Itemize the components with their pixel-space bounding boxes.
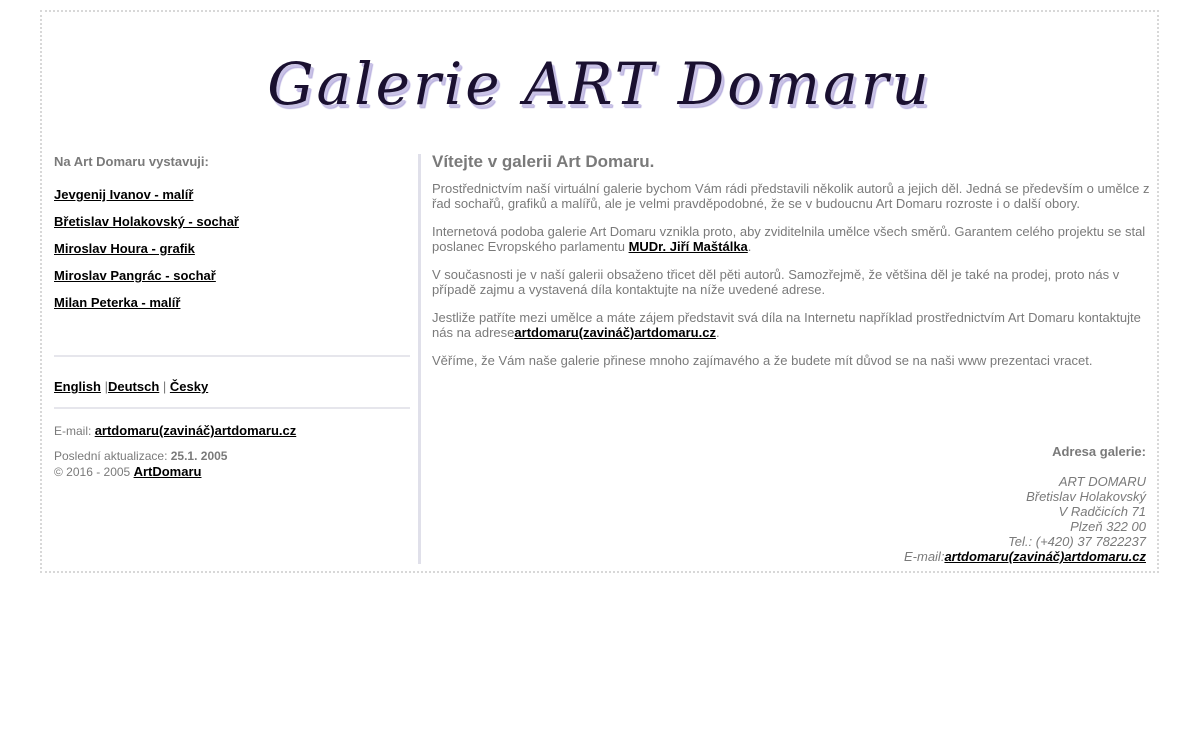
email-label: E-mail: (54, 424, 92, 438)
address-email (904, 549, 1146, 564)
lang-english-link[interactable]: English (54, 379, 101, 394)
updated-date: 25.1. 2005 (170, 449, 228, 463)
page-title: Vítejte v galerii Art Domaru. (432, 152, 655, 171)
main-content (432, 154, 1150, 381)
artist-link[interactable]: Milan Peterka - malíř (54, 295, 181, 310)
artist-link[interactable]: Miroslav Pangrác - sochař (54, 268, 216, 283)
paragraph: Internetová podoba galerie Art Domaru vznikla proto, aby zviditelnila umělce všech směrů. Garantem celého projektu se stal poslanec Evropského parlamentu MUDr. Jiří Maštálka. (432, 224, 1146, 254)
paragraph: Prostřednictvím naší virtuální galerie bychom Vám rádi představili několik autorů a jejich děl. Jedná se především o umělce z řad sochařů, grafiků a malířů, ale je velmi pravděpodobné, že se v budoucnu Art Domaru rozroste i o další obory. (432, 181, 1150, 211)
page-frame (40, 10, 1159, 573)
site-logo (42, 50, 1157, 130)
artist-link[interactable]: Jevgenij Ivanov - malíř (54, 187, 194, 202)
last-updated (54, 449, 227, 480)
address-heading: Adresa galerie: (1052, 444, 1146, 459)
paragraph: Jestliže patříte mezi umělce a máte zájem představit svá díla na Internetu například prostřednictvím Art Domaru kontaktujte nás na adreseartdomaru(zavináč)artdomaru.cz. (432, 310, 1141, 340)
lang-separator: | (162, 379, 170, 394)
address-lines (904, 474, 1146, 564)
updated-label: Poslední aktualizace: (54, 449, 168, 463)
address-line: Tel.: (+420) 37 7822237 (1008, 534, 1146, 549)
address-line: ART DOMARU (1058, 474, 1146, 489)
column-divider (418, 154, 421, 564)
sidebar (54, 154, 410, 322)
address-line: V Radčicích 71 (1058, 504, 1146, 519)
paragraph: Věříme, že Vám naše galerie přinese mnoho zajímavého a že budete mít důvod se na naši www prezentaci vracet. (432, 353, 1093, 368)
lang-deutsch-link[interactable]: Deutsch (107, 379, 160, 394)
paragraph: V současnosti je v naší galerii obsaženo třicet děl pěti autorů. Samozřejmě, že většina děl je také na prodej, proto nás v případě zajmu a vystavená díla kontaktujte na níže uvedené adrese. (432, 267, 1120, 297)
sidebar-divider (54, 355, 410, 357)
mastalka-link[interactable]: MUDr. Jiří Maštálka (628, 239, 748, 254)
email-link[interactable]: artdomaru(zavináč)artdomaru.cz (94, 423, 297, 438)
lang-separator: | (104, 379, 108, 394)
copyright-link[interactable]: ArtDomaru (133, 464, 202, 479)
lang-cesky-link[interactable]: Česky (169, 379, 209, 394)
address-email-label: E-mail: (903, 549, 945, 564)
gallery-address (904, 444, 1146, 564)
artist-link[interactable]: Miroslav Houra - grafik (54, 241, 195, 256)
address-line: Plzeň 322 00 (1070, 519, 1146, 534)
paragraph-text: Jestliže patříte mezi umělce a máte zájem představit svá díla na Internetu například prostřednictvím Art Domaru kontaktujte nás na adrese (432, 310, 1141, 340)
copyright-text: © 2016 - 2005 (54, 465, 131, 479)
address-email-link[interactable]: artdomaru(zavináč)artdomaru.cz (944, 549, 1146, 564)
address-line: Břetislav Holakovský (1026, 489, 1146, 504)
logo-text: Galerie ART Domaru (267, 50, 932, 118)
sidebar-email (54, 423, 296, 438)
sidebar-heading: Na Art Domaru vystavuji: (54, 154, 209, 169)
contact-email-link[interactable]: artdomaru(zavináč)artdomaru.cz (514, 325, 716, 340)
language-switcher (54, 379, 208, 394)
artist-link[interactable]: Břetislav Holakovský - sochař (54, 214, 239, 229)
sidebar-divider (54, 407, 410, 409)
paragraph-text: Internetová podoba galerie Art Domaru vznikla proto, aby zviditelnila umělce všech směrů. Garantem celého projektu se stal poslanec Evropského parlamentu (432, 224, 1146, 254)
